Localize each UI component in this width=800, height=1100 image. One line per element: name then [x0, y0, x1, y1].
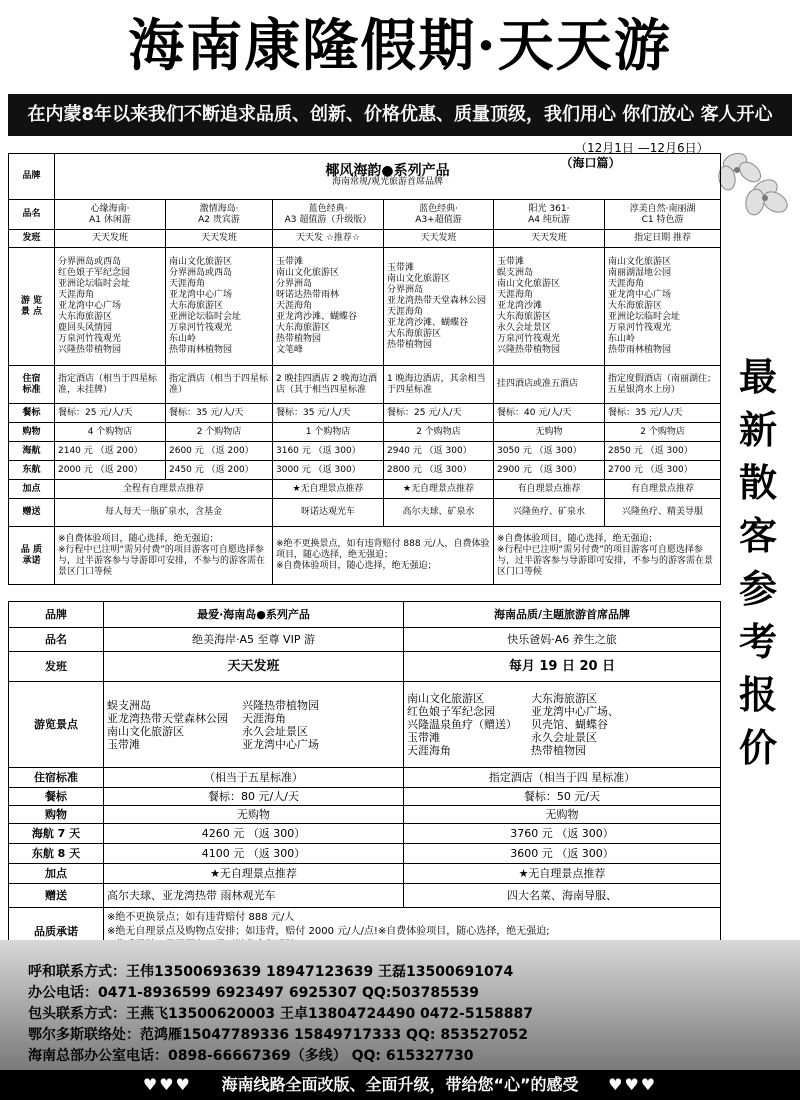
extra-cell: 全程有自理景点推荐: [55, 480, 273, 499]
price-hai-cell: 3760 元 （返 300）: [404, 824, 721, 844]
meal-cell: 餐标：25 元/人/天: [384, 404, 494, 423]
gift-cell: 高尔夫球、亚龙湾热带 雨林观光车: [104, 884, 404, 908]
product-name: A2 贵宾游: [198, 214, 240, 225]
product-series: 淳美自然·南丽湖: [629, 203, 696, 214]
dep-cell: 天天发班: [166, 230, 273, 248]
dep-cell: 天天发班: [384, 230, 494, 248]
table-yefeng: [8, 153, 721, 585]
product-name-cell: [166, 200, 273, 230]
row-label-hai: 海航: [9, 442, 55, 461]
sights-cell: 玉带滩 蜈支洲岛 南山文化旅游区 天涯海角 亚龙湾沙滩 大东海旅游区 永久会址景区 万泉河竹筏观光 兴隆热带植物园: [494, 248, 605, 366]
row-label-promise: 品 质 承诺: [9, 527, 55, 585]
hotel-cell: （相当于五星标准）: [104, 768, 404, 788]
shop-cell: 4 个购物店: [55, 423, 166, 442]
brand-title: 椰风海韵●系列产品: [325, 162, 450, 179]
extra-cell: ★无自理景点推荐: [404, 864, 721, 884]
footer-banner: [0, 1070, 800, 1100]
price-hai-cell: 2940 元 （返 300）: [384, 442, 494, 461]
row-label-sights2: 游览景点: [9, 682, 104, 768]
contact-line: 包头联系方式：王燕飞13500620003 王卓13804724490 0472-5158887: [28, 1006, 534, 1022]
product-name-cell: [273, 200, 384, 230]
meal-cell: 餐标：25 元/人/天: [55, 404, 166, 423]
shop-cell: 2 个购物店: [384, 423, 494, 442]
extra-cell: ★无自理景点推荐: [104, 864, 404, 884]
dep-cell: 天天发班: [104, 652, 404, 682]
page-title: 海南康隆假期·天天游: [128, 13, 672, 79]
product-name-cell: [55, 200, 166, 230]
hotel-cell: 1 晚海边酒店，其余相当于四星标准: [384, 366, 494, 404]
date-range: （12月1日 —12月6日）: [575, 141, 709, 155]
row-label-hotel: 住宿 标准: [9, 366, 55, 404]
meal-cell: 餐标：35 元/人/天: [273, 404, 384, 423]
vertical-title: 最新散客参考报价: [738, 354, 777, 770]
price-dong-cell: 3000 元 （返 300）: [273, 461, 384, 480]
dep-cell: 每月 19 日 20 日: [404, 652, 721, 682]
extra-cell: 有自理景点推荐: [494, 480, 605, 499]
row-label-shop: 购物: [9, 423, 55, 442]
row-label-dong: 东航: [9, 461, 55, 480]
product-series: 蓝色经典·: [308, 203, 348, 214]
sights-cell: [404, 682, 721, 768]
dep-cell: 天天发 ☆推荐☆: [273, 230, 384, 248]
hotel-cell: 指定酒店（相当于四星标准）: [166, 366, 273, 404]
price-hai-cell: 4260 元 （返 300）: [104, 824, 404, 844]
brand-subtitle: 海南常规/观光旅游首席品牌: [332, 176, 444, 187]
gift-cell: 高尔夫球、矿泉水: [384, 499, 494, 527]
row-label-hotel2: 住宿标准: [9, 768, 104, 788]
meal-cell: 餐标：35 元/人/天: [166, 404, 273, 423]
sights-col: 大东海旅游区 亚龙湾中心广场、 贝壳馆、蝴蝶谷 永久会址景区 热带植物园: [531, 692, 619, 757]
product-name-cell: 快乐爸妈·A6 养生之旅: [404, 628, 721, 652]
promise-cell: ※自费体验项目，随心选择，绝无强迫； ※行程中已注明“需另付费”的项目游客可自愿选择参与，过半游客参与导游即可安排，不参与的游客需在景区门口等候: [55, 527, 273, 585]
heart-icon: ♥♥♥: [608, 1075, 658, 1094]
meal-cell: 餐标：50 元/天: [404, 788, 721, 806]
product-name-cell: [384, 200, 494, 230]
promise-cell: ※绝不更换景点；如有违背赔付 888 元/人 ※绝无自理景点及购物点安排；如违背，赔付 2000 元/人/点!※自费体验项目，随心选择，绝无强迫;: [104, 908, 721, 956]
price-hai-cell: 2600 元 （返 200）: [166, 442, 273, 461]
shop-cell: 1 个购物店: [273, 423, 384, 442]
gift-cell: 兴隆鱼疗、矿泉水: [494, 499, 605, 527]
row-label-dong2: 东航 8 天: [9, 844, 104, 864]
row-label-dep2: 发班: [9, 652, 104, 682]
row-label-hai2: 海航 7 天: [9, 824, 104, 844]
price-hai-cell: 2850 元 （返 300）: [605, 442, 721, 461]
row-label-brand: 品牌: [9, 154, 55, 200]
sights-cell: [104, 682, 404, 768]
contact-line: 呼和联系方式：王伟13500693639 18947123639 王磊13500691074: [28, 964, 514, 980]
brand2-subtitle: 海南品质/主题旅游首席品牌: [404, 602, 721, 628]
shop-cell: 无购物: [494, 423, 605, 442]
contact-block: [28, 962, 788, 1067]
meal-cell: 餐标：40 元/人/天: [494, 404, 605, 423]
price-dong-cell: 2900 元 （返 300）: [494, 461, 605, 480]
gift-cell: 呀诺达观光车: [273, 499, 384, 527]
shop-cell: 2 个购物店: [605, 423, 721, 442]
row-label-dep: 发班: [9, 230, 55, 248]
shop-cell: 2 个购物店: [166, 423, 273, 442]
slogan-banner: 在内蒙8年以来我们不断追求品质、创新、价格优惠、质量顶级，我们用心 你们放心 客人开心: [8, 94, 792, 136]
row-label-extra: 加点: [9, 480, 55, 499]
sights-cell: 玉带滩 南山文化旅游区 分界洲岛 亚龙湾热带天堂森林公园 天涯海角 亚龙湾沙滩、蝴蝶谷 大东海旅游区 热带植物园: [384, 248, 494, 366]
gift-cell: 兴隆鱼疗、精美导服: [605, 499, 721, 527]
row-label-meal2: 餐标: [9, 788, 104, 806]
product-name: A3 超值游（升级版）: [284, 214, 372, 225]
row-label-brand2: 品牌: [9, 602, 104, 628]
dep-cell: 天天发班: [494, 230, 605, 248]
row-label-name2: 品名: [9, 628, 104, 652]
sights-col: 南山文化旅游区 红色娘子军纪念园 兴隆温泉鱼疗（赠送） 玉带滩 天涯海角: [407, 692, 517, 757]
row-label-promise2: 品质承诺: [9, 908, 104, 956]
product-series: 阳光 361·: [528, 203, 570, 214]
table-zuiai: [8, 601, 721, 956]
price-dong-cell: 2700 元 （返 300）: [605, 461, 721, 480]
sights-col: 蜈支洲岛 亚龙湾热带天堂森林公园 南山文化旅游区 玉带滩: [107, 698, 228, 751]
contact-line: 海南总部办公室电话：0898-66667369（多线） QQ: 615327730: [28, 1048, 474, 1064]
promise-cell: ※绝不更换景点，如有违背赔付 888 元/人，自费体验项目，随心选择，绝无强迫； ※自费体验项目，随心选择，绝无强迫；: [273, 527, 494, 585]
contact-line: 办公电话：0471-8936599 6923497 6925307 QQ:503785539: [28, 985, 480, 1001]
brand2-title: 最爱·海南岛●系列产品: [104, 602, 404, 628]
price-hai-cell: 2140 元 （返 200）: [55, 442, 166, 461]
gift-cell: 每人每天一瓶矿泉水，含基金: [55, 499, 273, 527]
shop-cell: 无购物: [404, 806, 721, 824]
footer-text: 海南线路全面改版、全面升级，带给您“心”的感受: [221, 1075, 579, 1094]
hotel-cell: 2 晚挂四酒店 2 晚海边酒店（其于相当四星标准: [273, 366, 384, 404]
product-name: C1 特色游: [641, 214, 684, 225]
sights-cell: 南山文化旅游区 南丽湖湿地公园 天涯海角 亚龙湾中心广场 大东海旅游区 亚洲论坛临时会址 万泉河竹筏观光 东山岭 热带雨林植物园: [605, 248, 721, 366]
brand-cell: [55, 154, 721, 200]
price-dong-cell: 4100 元 （返 300）: [104, 844, 404, 864]
product-name: A1 休闲游: [89, 214, 131, 225]
price-dong-cell: 3600 元 （返 300）: [404, 844, 721, 864]
dep-cell: 天天发班: [55, 230, 166, 248]
price-dong-cell: 2800 元 （返 300）: [384, 461, 494, 480]
row-label-extra2: 加点: [9, 864, 104, 884]
product-name: A3+超值游: [415, 214, 462, 225]
product-name-cell: 绝美海岸·A5 至尊 VIP 游: [104, 628, 404, 652]
price-hai-cell: 3160 元 （返 300）: [273, 442, 384, 461]
sights-col: 兴隆热带植物园 天涯海角 永久会址景区 亚龙湾中心广场: [242, 698, 319, 751]
row-label-meal: 餐标: [9, 404, 55, 423]
price-dong-cell: 2000 元 （返 200）: [55, 461, 166, 480]
dep-cell: 指定日期 推荐: [605, 230, 721, 248]
meal-cell: 餐标：35 元/人/天: [605, 404, 721, 423]
product-name-cell: [605, 200, 721, 230]
meal-cell: 餐标：80 元/人/天: [104, 788, 404, 806]
price-dong-cell: 2450 元 （返 200）: [166, 461, 273, 480]
edition-label: （海口篇）: [560, 155, 621, 170]
extra-cell: ★无自理景点推荐: [384, 480, 494, 499]
row-label-name: 品名: [9, 200, 55, 230]
row-label-gift: 赠送: [9, 499, 55, 527]
product-series: 蓝色经典·: [419, 203, 458, 214]
hotel-cell: 挂四酒店或准五酒店: [494, 366, 605, 404]
promise-cell: ※自费体验项目，随心选择，绝无强迫； ※行程中已注明“需另付费”的项目游客可自愿选择参与，过半游客参与导游即可安排，不参与的游客需在景区门口等候: [494, 527, 721, 585]
price-hai-cell: 3050 元 （返 300）: [494, 442, 605, 461]
heart-icon: ♥♥♥: [142, 1075, 192, 1094]
product-series: 激情海岛·: [199, 203, 239, 214]
product-name-cell: [494, 200, 605, 230]
hotel-cell: 指定酒店（相当于四星标准，未挂牌）: [55, 366, 166, 404]
sights-cell: 玉带滩 南山文化旅游区 分界洲岛 呀诺达热带雨林 天涯海角 亚龙湾沙滩、蝴蝶谷 大东海旅游区 热带植物园 文笔峰: [273, 248, 384, 366]
shop-cell: 无购物: [104, 806, 404, 824]
hotel-cell: 指定度假酒店（南丽湖住；五星银湾水上房）: [605, 366, 721, 404]
gift-cell: 四大名菜、海南导服、: [404, 884, 721, 908]
sights-cell: 南山文化旅游区 分界洲岛或西岛 天涯海角 亚龙湾中心广场 大东海旅游区 亚洲论坛临时会址 万泉河竹筏观光 东山岭 热带雨林植物园: [166, 248, 273, 366]
extra-cell: ★无自理景点推荐: [273, 480, 384, 499]
contact-line: 鄂尔多斯联络处：范鸿雁15047789336 15849717333 QQ: 853527052: [28, 1027, 529, 1043]
row-label-gift2: 赠送: [9, 884, 104, 908]
row-label-shop2: 购物: [9, 806, 104, 824]
sights-cell: 分界洲岛或西岛 红色娘子军纪念园 亚洲论坛临时会址 天涯海角 亚龙湾中心广场 大东海旅游区 鹿回头风情园 万泉河竹筏观光 兴隆热带植物园: [55, 248, 166, 366]
product-series: 心缘海南·: [90, 203, 130, 214]
row-label-sights: 游 览 景 点: [9, 248, 55, 366]
product-name: A4 纯玩游: [528, 214, 570, 225]
hotel-cell: 指定酒店（相当于四 星标准）: [404, 768, 721, 788]
extra-cell: 有自理景点推荐: [605, 480, 721, 499]
